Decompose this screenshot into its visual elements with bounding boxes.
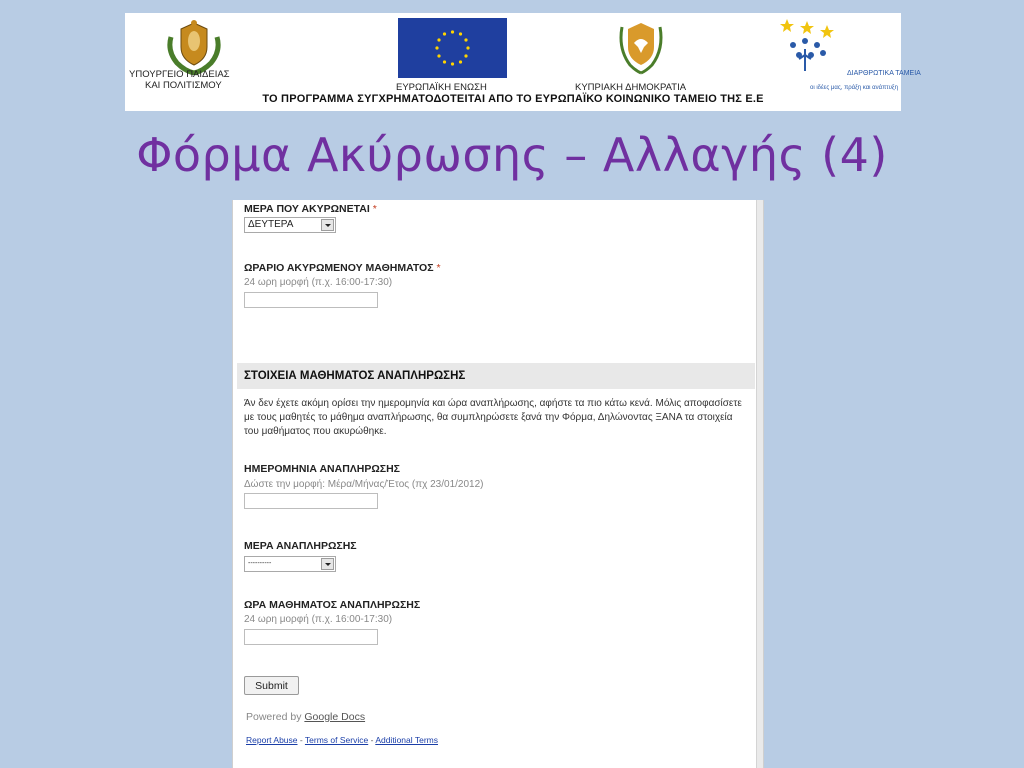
makeup-section-header xyxy=(237,363,755,389)
footer-links xyxy=(246,735,438,745)
makeup-section-description: Άν δεν έχετε ακόμη ορίσει την ημερομηνία και ώρα αναπλήρωσης, αφήστε τα πιο κάτω κενά. Μόλις αποφασίσετε με τους μαθητές το μάθημα αναπλήρωσης, θα συμπληρώσετε ξανά την Φόρμα, Δηλώνοντας ΞΑΝΑ τα στοιχεία του μαθήματος που ακυρώθηκε. xyxy=(244,398,742,437)
google-form xyxy=(232,200,764,768)
ministry-crest-icon xyxy=(163,17,225,75)
cyprus-emblem-icon xyxy=(616,17,666,77)
cancel-day-label xyxy=(244,203,377,215)
cancel-day-label-text: ΜΕΡΑ ΠΟΥ ΑΚΥΡΩΝΕΤΑΙ xyxy=(244,203,370,215)
separator: - xyxy=(368,735,376,745)
makeup-section-title: ΣΤΟΙΧΕΙΑ ΜΑΘΗΜΑΤΟΣ ΑΝΑΠΛΗΡΩΣΗΣ xyxy=(244,370,466,382)
eu-label: ΕΥΡΩΠΑΪΚΗ ΕΝΩΣΗ xyxy=(396,82,487,93)
eu-flag-icon xyxy=(398,18,507,78)
cancel-time-help: 24 ωρη μορφή (π.χ. 16:00-17:30) xyxy=(244,277,393,288)
makeup-date-label: ΗΜΕΡΟΜΗΝΙΑ ΑΝΑΠΛΗΡΩΣΗΣ xyxy=(244,463,400,475)
makeup-day-value: ---------- xyxy=(248,560,272,567)
cancel-day-value: ΔΕΥΤΕΡΑ xyxy=(248,219,294,230)
powered-by xyxy=(246,711,365,723)
sponsor-banner xyxy=(125,13,921,111)
scrollbar[interactable] xyxy=(756,200,763,768)
cyprus-label: ΚΥΠΡΙΑΚΗ ΔΗΜΟΚΡΑΤΙΑ xyxy=(575,82,687,93)
chevron-down-icon[interactable] xyxy=(321,558,334,570)
separator: - xyxy=(297,735,305,745)
slide-title: Φόρμα Ακύρωσης – Αλλαγής (4) xyxy=(136,128,888,182)
makeup-day-label: ΜΕΡΑ ΑΝΑΠΛΗΡΩΣΗΣ xyxy=(244,540,357,552)
report-abuse-link[interactable]: Report Abuse xyxy=(246,735,298,745)
ministry-line2: ΚΑΙ ΠΟΛΙΤΙΣΜΟΥ xyxy=(145,80,222,91)
google-docs-link[interactable]: Google Docs xyxy=(304,711,366,723)
powered-by-text: Powered by xyxy=(246,711,302,723)
banner-footer: ΤΟ ΠΡΟΓΡΑΜΜΑ ΣΥΓΧΡΗΜΑΤΟΔΟΤΕΙΤΑΙ ΑΠΟ ΤΟ ΕΥΡΩΠΑΪΚΟ ΚΟΙΝΩΝΙΚΟ ΤΑΜΕΙΟ ΤΗΣ Ε.Ε xyxy=(262,93,764,105)
makeup-date-help: Δώστε την μορφή: Μέρα/Μήνας/Έτος (πχ 23/01/2012) xyxy=(244,479,484,490)
makeup-time-label: ΩΡΑ ΜΑΘΗΜΑΤΟΣ ΑΝΑΠΛΗΡΩΣΗΣ xyxy=(244,599,421,611)
required-mark: * xyxy=(372,203,377,215)
additional-terms-link[interactable]: Additional Terms xyxy=(375,735,438,745)
makeup-time-help: 24 ωρη μορφή (π.χ. 16:00-17:30) xyxy=(244,614,393,625)
makeup-time-input[interactable] xyxy=(244,629,378,645)
cancel-time-label-text: ΩΡΑΡΙΟ ΑΚΥΡΩΜΕΝΟΥ ΜΑΘΗΜΑΤΟΣ xyxy=(244,262,434,274)
terms-link[interactable]: Terms of Service xyxy=(304,735,369,745)
chevron-down-icon[interactable] xyxy=(321,219,334,231)
cancel-day-select[interactable] xyxy=(244,217,336,233)
funds-label: ΔΙΑΡΘΡΩΤΙΚΑ ΤΑΜΕΙΑ xyxy=(847,70,921,77)
submit-button[interactable]: Submit xyxy=(244,676,299,695)
cancel-time-input[interactable] xyxy=(244,292,378,308)
cancel-time-label xyxy=(244,262,441,274)
makeup-date-input[interactable] xyxy=(244,493,378,509)
structural-funds-icon xyxy=(773,15,853,75)
funds-tagline: οι ιδέες μας, πράξη και ανάπτυξη xyxy=(810,85,898,91)
required-mark: * xyxy=(436,262,441,274)
ministry-line1: ΥΠΟΥΡΓΕΙΟ ΠΑΙΔΕΙΑΣ xyxy=(129,69,230,80)
makeup-day-select[interactable] xyxy=(244,556,336,572)
